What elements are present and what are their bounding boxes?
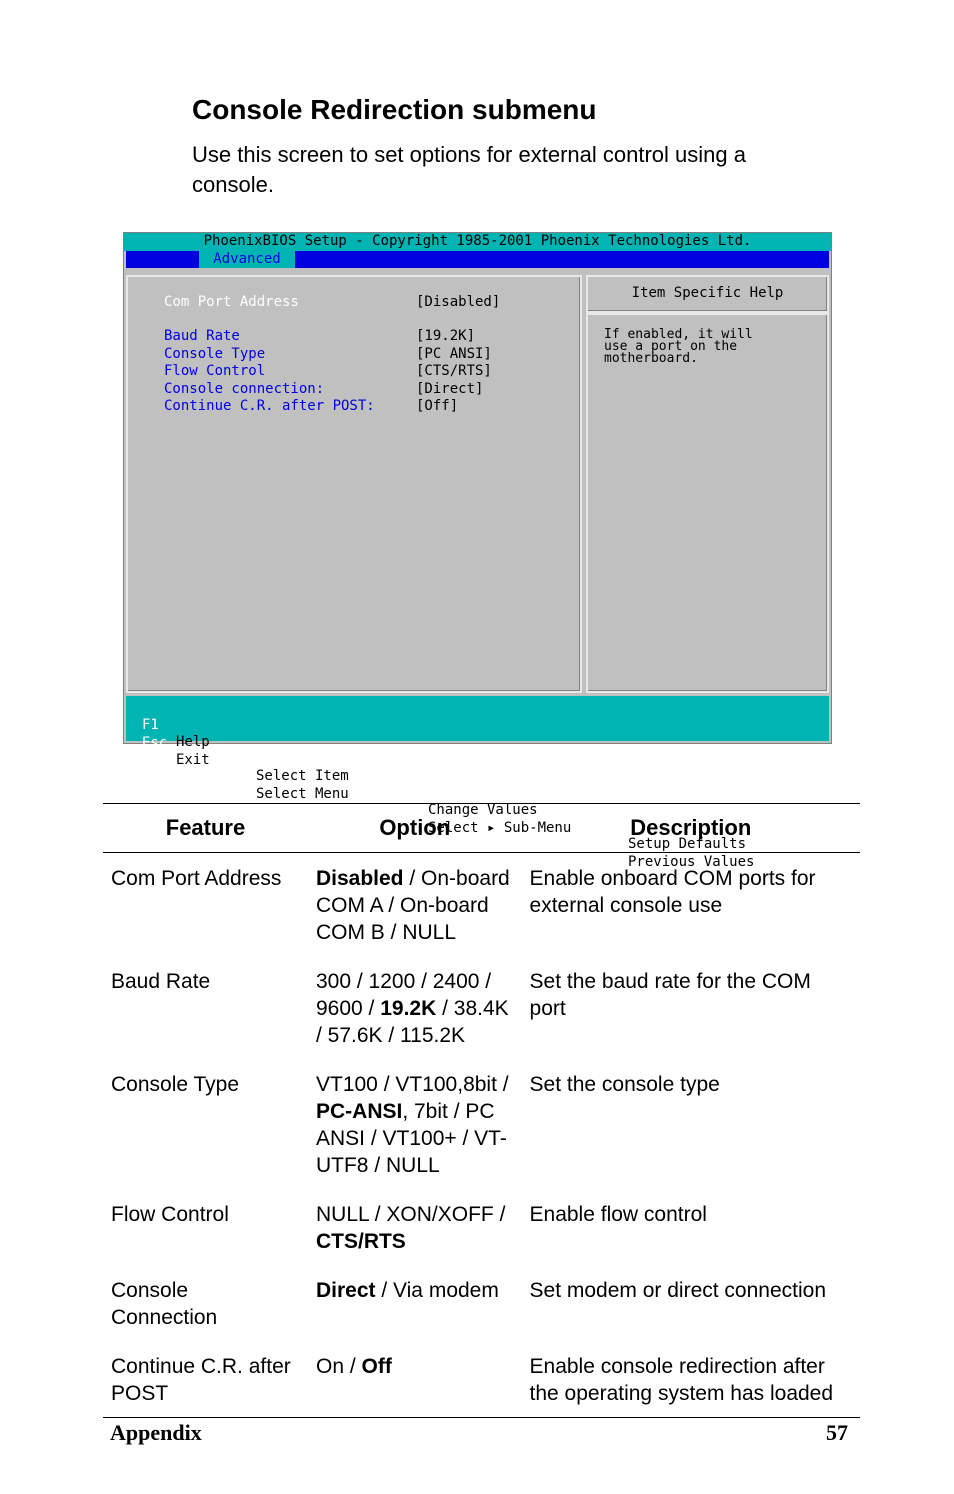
setting-continue-cr[interactable]: Continue C.R. after POST: (164, 398, 375, 414)
feature-cell: Continue C.R. after POST (103, 1341, 308, 1418)
tab-advanced[interactable]: Advanced (199, 251, 295, 268)
feature-cell: Baud Rate (111, 970, 211, 993)
option-cell (308, 1265, 522, 1341)
help-header: Item Specific Help (586, 275, 829, 313)
page-number: 57 (826, 1420, 848, 1445)
header-feature: Feature (103, 804, 308, 853)
setting-console-connection-value[interactable]: [Direct] (416, 381, 484, 397)
table-row (103, 853, 860, 957)
description-cell: Enable flow control (529, 1203, 707, 1226)
setting-flow-control[interactable]: Flow Control (164, 363, 266, 379)
footer-section: Appendix (110, 1420, 202, 1445)
option-default: CTS/RTS (315, 1230, 406, 1253)
table-row (103, 1341, 860, 1418)
option-cell (308, 1341, 522, 1418)
table-row (103, 1265, 860, 1341)
bios-menu-bar (126, 251, 829, 268)
option-text: NULL / XON/XOFF / (315, 1203, 506, 1226)
key-f9: F9 (592, 819, 609, 835)
option-cell (308, 956, 522, 1059)
option-text: On / (315, 1355, 362, 1378)
option-default: Disabled (315, 867, 404, 890)
key-f10-desc: Previous Values (628, 854, 755, 870)
key-f1: F1 (142, 717, 159, 733)
setting-com-port-address-value[interactable]: [Disabled] (416, 294, 501, 310)
key-updown: ↑↓ (230, 751, 247, 767)
description-cell: Set the baud rate for the COM port (529, 970, 811, 1020)
feature-cell: Console Type (111, 1073, 240, 1096)
page-heading: Console Redirection submenu (192, 94, 597, 125)
key-minus-plus: -/+ (376, 785, 402, 801)
header-option: Option (308, 804, 522, 853)
key-f9-desc: Setup Defaults (628, 836, 747, 852)
option-text: / Via modem (375, 1279, 499, 1302)
description-cell: Set the console type (529, 1073, 720, 1096)
option-text: VT100 / VT100,8bit / (315, 1073, 509, 1096)
option-text: , 7bit / PC ANSI / VT100+ / VT-UTF8 / NULL (315, 1100, 507, 1177)
setting-console-type-value[interactable]: [PC ANSI] (416, 346, 492, 362)
setting-baud-rate[interactable]: Baud Rate (164, 328, 240, 344)
key-leftright-desc: Select Menu (256, 786, 349, 802)
help-text: If enabled, it will use a port on the motherboard. (604, 327, 753, 366)
feature-cell: Flow Control (111, 1203, 229, 1226)
key-updown-desc: Select Item (256, 768, 349, 784)
table-row (103, 956, 860, 1059)
key-esc: Esc (142, 735, 168, 751)
bios-title-bar: PhoenixBIOS Setup - Copyright 1985-2001 Phoenix Technologies Ltd. (124, 233, 831, 251)
key-esc-desc: Exit (176, 752, 210, 768)
table-header-row (103, 804, 860, 853)
setting-baud-rate-value[interactable]: [19.2K] (416, 328, 476, 344)
setting-continue-cr-value[interactable]: [Off] (416, 398, 459, 414)
help-panel (586, 313, 829, 693)
feature-cell: Console Connection (111, 1279, 218, 1329)
key-minus-plus-desc: Change Values (428, 802, 538, 818)
feature-cell: Com Port Address (111, 867, 282, 890)
setting-console-type[interactable]: Console Type (164, 346, 266, 362)
setting-com-port-address[interactable]: Com Port Address (164, 294, 299, 310)
key-enter: Enter (376, 803, 419, 819)
option-text: 300 / 1200 / 2400 / 9600 / (315, 970, 492, 1020)
key-enter-desc: Select ▸ Sub-Menu (428, 820, 572, 836)
table-row (103, 1189, 860, 1265)
bios-settings-panel (126, 275, 582, 693)
key-leftright: ↔ (230, 769, 239, 785)
option-default: PC-ANSI (315, 1100, 403, 1123)
feature-table (103, 803, 860, 1418)
setting-console-connection[interactable]: Console connection: (164, 381, 325, 397)
description-cell: Enable console redirection after the operating system has loaded (522, 1341, 860, 1418)
option-default: 19.2K (380, 997, 437, 1020)
setting-flow-control-value[interactable]: [CTS/RTS] (416, 363, 492, 379)
option-text: / 38.4K / 57.6K / 115.2K (315, 997, 509, 1047)
table-body (103, 853, 860, 1418)
option-default: Off (361, 1355, 392, 1378)
table-row (103, 1059, 860, 1189)
option-text: / On-board COM A / On-board COM B / NULL (315, 867, 510, 944)
option-default: Direct (315, 1279, 376, 1302)
option-cell (308, 853, 522, 957)
key-f10: F10 (592, 837, 618, 853)
option-cell (308, 1059, 522, 1189)
description-cell: Enable onboard COM ports for external console use (529, 867, 816, 917)
description-cell: Set modem or direct connection (529, 1279, 826, 1302)
header-description: Description (522, 804, 860, 853)
option-cell (308, 1189, 522, 1265)
key-f1-desc: Help (176, 734, 210, 750)
intro-text: Use this screen to set options for external control using a console. (192, 142, 746, 197)
